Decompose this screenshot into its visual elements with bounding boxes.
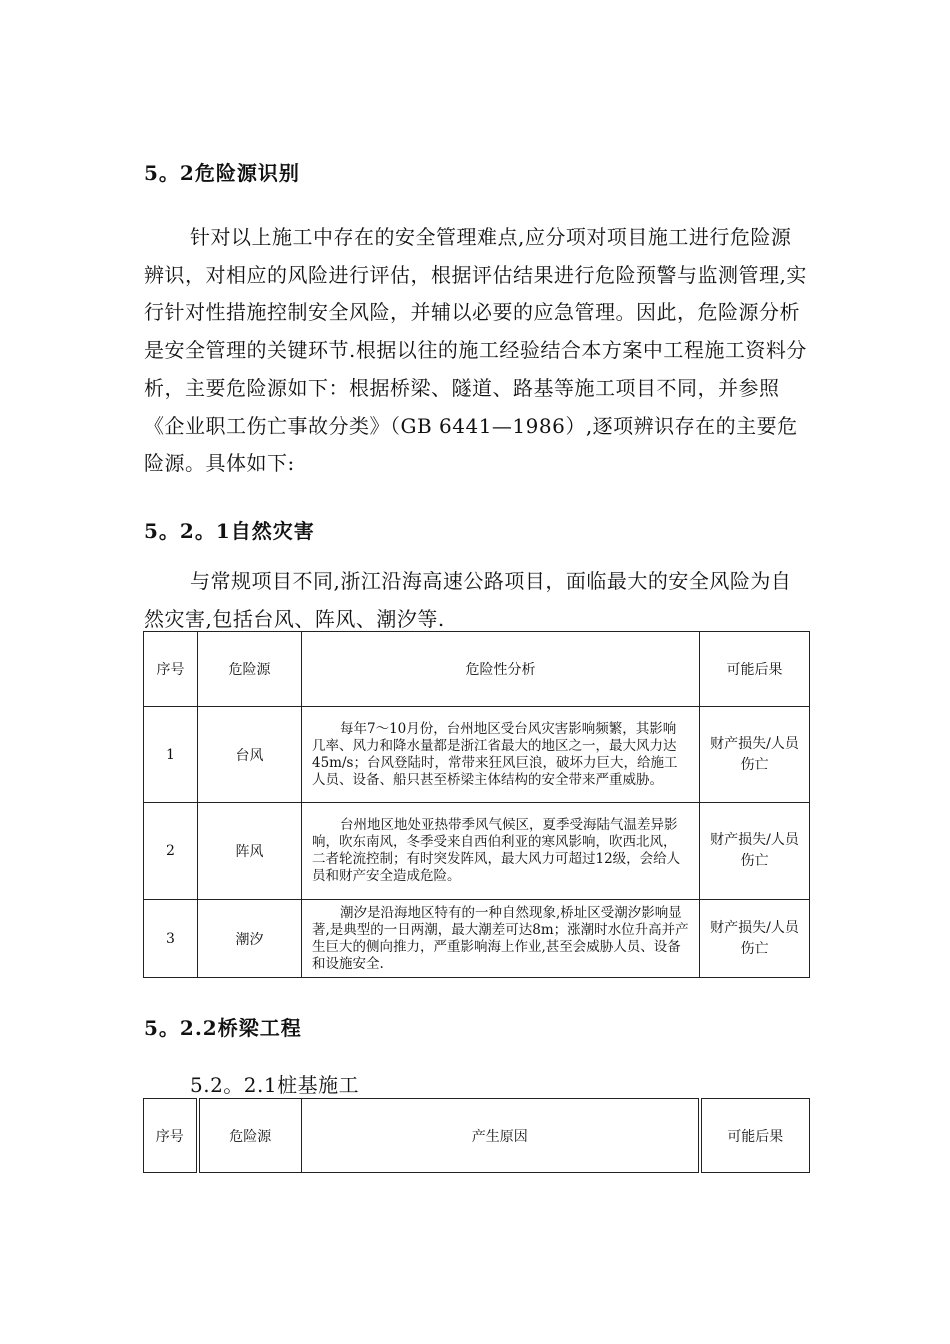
row-result: 财产损失/人员伤亡 (700, 803, 810, 900)
header-no: 序号 (144, 1099, 198, 1173)
row-analysis: 每年7～10月份，台州地区受台风灾害影响频繁，其影响几率、风力和降水量都是浙江省最大的地区之一，最大风力达45m/s；台风登陆时，常带来狂风巨浪，破坏力巨大，给施工人员、设备、船只甚至桥梁主体结构的安全带来严重威胁。 (302, 707, 700, 803)
section-heading-hazard-identification: 5。2危险源识别 (144, 161, 300, 185)
row-no: 2 (144, 803, 198, 900)
header-result: 可能后果 (700, 632, 810, 707)
table-header-row (144, 1099, 810, 1173)
row-source: 阵风 (198, 803, 302, 900)
table-row (144, 900, 810, 978)
intro-paragraph (144, 219, 808, 483)
row-source: 潮汐 (198, 900, 302, 978)
table-row (144, 803, 810, 900)
row-result: 财产损失/人员伤亡 (700, 900, 810, 978)
row-no: 3 (144, 900, 198, 978)
natural-disaster-paragraph (144, 563, 808, 638)
section-heading-natural-disasters: 5。2。1自然灾害 (144, 519, 315, 543)
row-no: 1 (144, 707, 198, 803)
natural-disaster-paragraph-text: 与常规项目不同,浙江沿海高速公路项目，面临最大的安全风险为自然灾害,包括台风、阵风、潮汐等. (144, 569, 792, 631)
subsection-pile-foundation: 5.2。2.1桩基施工 (190, 1073, 360, 1097)
row-source: 台风 (198, 707, 302, 803)
header-source: 危险源 (198, 632, 302, 707)
header-cause: 产生原因 (302, 1099, 700, 1173)
header-result: 可能后果 (700, 1099, 810, 1173)
row-result: 财产损失/人员伤亡 (700, 707, 810, 803)
pile-foundation-table (143, 1098, 810, 1173)
table-header-row (144, 632, 810, 707)
section-heading-bridge-engineering: 5。2.2桥梁工程 (144, 1016, 302, 1040)
intro-paragraph-text: 针对以上施工中存在的安全管理难点,应分项对项目施工进行危险源辨识，对相应的风险进行评估，根据评估结果进行危险预警与监测管理,实行针对性措施控制安全风险，并辅以必要的应急管理。因此，危险源分析是安全管理的关键环节.根据以往的施工经验结合本方案中工程施工资料分析，主要危险源如下：根据桥梁、隧道、路基等施工项目不同，并参照《企业职工伤亡事故分类》（GB 6441—1986）,逐项辨识存在的主要危险源。具体如下: (144, 225, 807, 476)
header-analysis: 危险性分析 (302, 632, 700, 707)
header-source: 危险源 (198, 1099, 302, 1173)
row-analysis: 潮汐是沿海地区特有的一种自然现象,桥址区受潮汐影响显著,是典型的一日两潮，最大潮差可达8m；涨潮时水位升高并产生巨大的侧向推力，严重影响海上作业,甚至会威胁人员、设备和设施安全. (302, 900, 700, 978)
row-analysis: 台州地区地处亚热带季风气候区，夏季受海陆气温差异影响，吹东南风，冬季受来自西伯利亚的寒风影响，吹西北风，二者轮流控制；有时突发阵风，最大风力可超过12级，会给人员和财产安全造成危险。 (302, 803, 700, 900)
table-row (144, 707, 810, 803)
header-no: 序号 (144, 632, 198, 707)
natural-disaster-table (143, 631, 810, 978)
